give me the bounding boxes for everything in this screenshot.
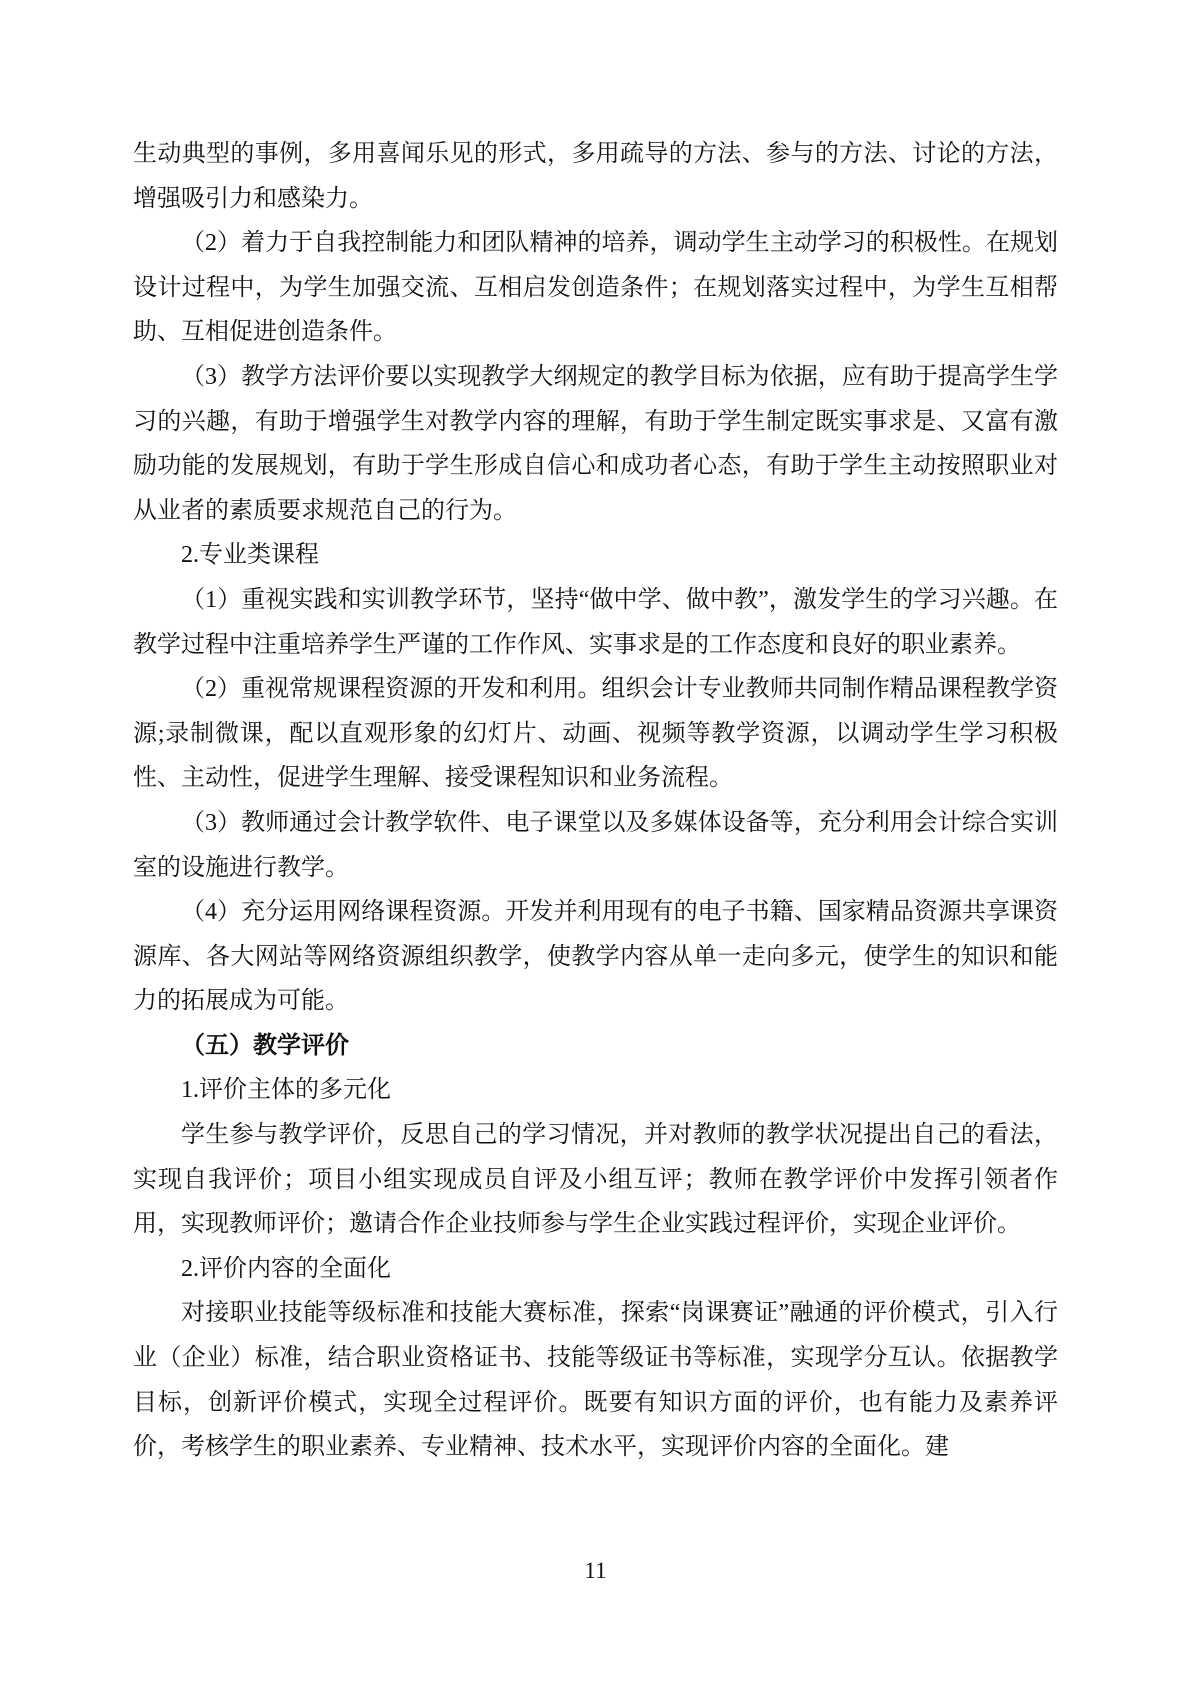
page-number: 11 bbox=[584, 1558, 607, 1583]
paragraph: （2）重视常规课程资源的开发和利用。组织会计专业教师共同制作精品课程教学资源;录制微课，配以直观形象的幻灯片、动画、视频等教学资源，以调动学生学习积极性、主动性，促进学生理解、接受课程知识和业务流程。 bbox=[133, 676, 1058, 792]
paragraph: （3）教学方法评价要以实现教学大纲规定的教学目标为依据，应有助于提高学生学习的兴趣，有助于增强学生对教学内容的理解，有助于学生制定既实事求是、又富有激励功能的发展规划，有助于学生形成自信心和成功者心态，有助于学生主动按照职业对从业者的素质要求规范自己的行为。 bbox=[133, 363, 1058, 524]
paragraph: （1）重视实践和实训教学环节，坚持“做中学、做中教”，激发学生的学习兴趣。在教学过程中注重培养学生严谨的工作作风、实事求是的工作态度和良好的职业素养。 bbox=[133, 586, 1058, 658]
paragraph: （3）教师通过会计教学软件、电子课堂以及多媒体设备等，充分利用会计综合实训室的设施进行教学。 bbox=[133, 809, 1058, 881]
paragraph: 对接职业技能等级标准和技能大赛标准，探索“岗课赛证”融通的评价模式，引入行业（企业）标准，结合职业资格证书、技能等级证书等标准，实现学分互认。依据教学目标，创新评价模式，实现全过程评价。既要有知识方面的评价，也有能力及素养评价，考核学生的职业素养、专业精神、技术水平，实现评价内容的全面化。建 bbox=[133, 1300, 1058, 1461]
paragraph: 2.专业类课程 bbox=[181, 542, 319, 569]
paragraph: 学生参与教学评价，反思自己的学习情况，并对教师的教学状况提出自己的看法，实现自我评价；项目小组实现成员自评及小组互评；教师在教学评价中发挥引领者作用，实现教师评价；邀请合作企业技师参与学生企业实践过程评价，实现企业评价。 bbox=[133, 1122, 1058, 1238]
section-heading: （五）教学评价 bbox=[181, 1032, 349, 1059]
paragraph: （4）充分运用网络课程资源。开发并利用现有的电子书籍、国家精品资源共享课资源库、各大网站等网络资源组织教学，使教学内容从单一走向多元，使学生的知识和能力的拓展成为可能。 bbox=[133, 899, 1058, 1015]
paragraph: 生动典型的事例，多用喜闻乐见的形式，多用疏导的方法、参与的方法、讨论的方法，增强吸引力和感染力。 bbox=[133, 141, 1058, 212]
paragraph: （2）着力于自我控制能力和团队精神的培养，调动学生主动学习的积极性。在规划设计过程中，为学生加强交流、互相启发创造条件；在规划落实过程中，为学生互相帮助、互相促进创造条件。 bbox=[133, 230, 1058, 346]
document-body bbox=[133, 132, 1058, 1470]
paragraph: 1.评价主体的多元化 bbox=[181, 1077, 391, 1104]
paragraph: 2.评价内容的全面化 bbox=[181, 1255, 391, 1282]
